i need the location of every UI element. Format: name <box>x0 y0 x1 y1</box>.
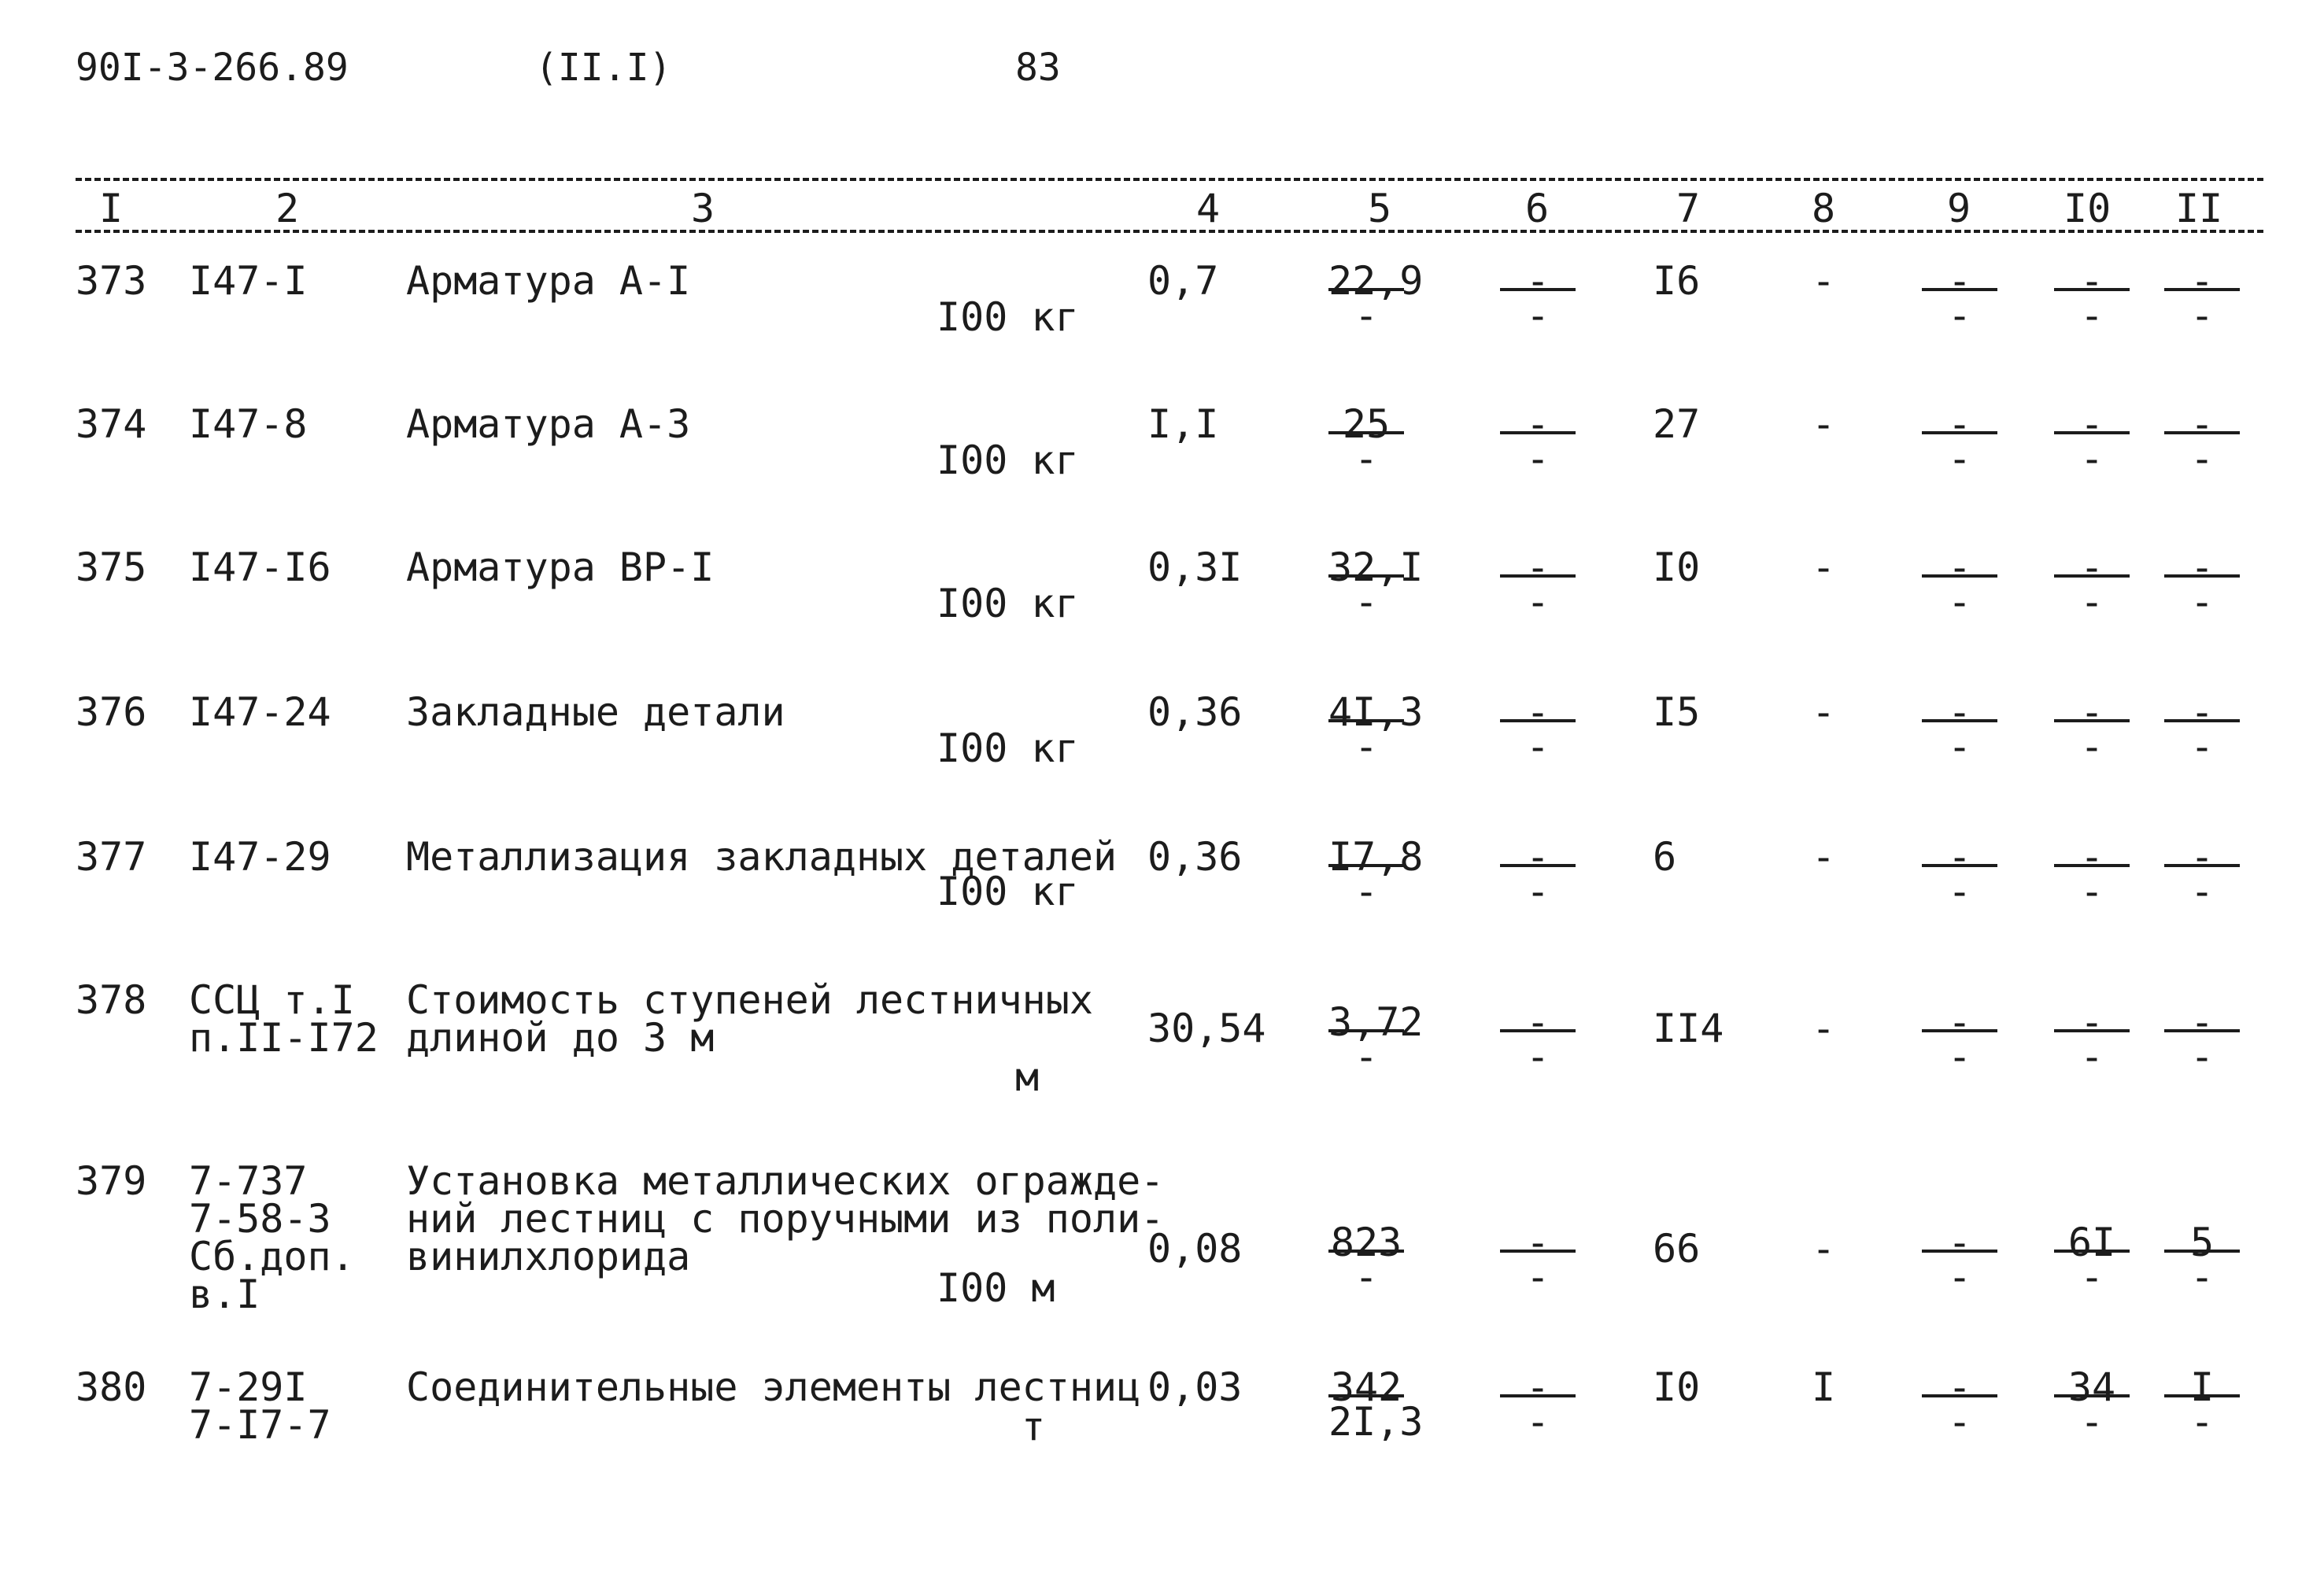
col5-value-denominator: - <box>1354 436 1379 482</box>
col5-value-fraction-bar <box>1328 1029 1404 1032</box>
col5-value-numerator: 32,I <box>1328 545 1424 590</box>
col6-value-fraction-bar <box>1500 574 1576 578</box>
col10-value-numerator: - <box>2079 258 2104 304</box>
col6-value-numerator: - <box>1525 258 1550 304</box>
col9-value-numerator: - <box>1947 999 1972 1045</box>
norm-code-line: I47-I <box>189 258 308 304</box>
work-name-line: Арматура А-3 <box>406 401 691 447</box>
col11-value <box>2164 1364 2240 1445</box>
col11-value-denominator: - <box>2189 293 2215 338</box>
col10-value <box>2054 1220 2130 1300</box>
col5-value-numerator: 4I,3 <box>1328 689 1424 735</box>
col9-value <box>1922 401 1997 482</box>
col6-value-numerator: - <box>1525 1364 1550 1410</box>
col11-value-denominator: - <box>2189 869 2215 914</box>
col10-value-numerator: - <box>2079 689 2104 735</box>
col11-value-fraction-bar <box>2164 1250 2240 1253</box>
col11-value-fraction-bar <box>2164 288 2240 291</box>
col11-value-numerator: I <box>2189 1364 2215 1410</box>
header-rule-top <box>76 178 2263 181</box>
col11-value-denominator: - <box>2189 579 2215 625</box>
unit-of-measure: I00 м <box>937 1265 1055 1311</box>
col9-value-numerator: - <box>1947 258 1972 304</box>
quantity: 0,36 <box>1147 834 1243 880</box>
col7-value: II4 <box>1653 1006 1724 1051</box>
col9-value <box>1922 258 1997 338</box>
col-header-5: 5 <box>1368 186 1392 231</box>
quantity: 0,08 <box>1147 1226 1243 1272</box>
col9-value <box>1922 1364 1997 1445</box>
col6-value <box>1500 834 1576 914</box>
quantity: I,I <box>1147 401 1219 447</box>
col7-value: I5 <box>1653 689 1701 735</box>
col5-value-denominator: - <box>1354 724 1379 770</box>
col11-value-fraction-bar <box>2164 864 2240 867</box>
col11-value-numerator: - <box>2189 999 2215 1045</box>
unit-of-measure: I00 кг <box>937 437 1079 483</box>
norm-code-line: I47-I6 <box>189 545 331 590</box>
col7-value: 66 <box>1653 1226 1701 1272</box>
col9-value-fraction-bar <box>1922 719 1997 722</box>
col10-value-denominator: - <box>2079 869 2104 914</box>
col11-value-numerator: 5 <box>2189 1220 2215 1265</box>
norm-code-line: п.II-I72 <box>189 1015 379 1061</box>
col6-value-denominator: - <box>1525 436 1550 482</box>
col5-value-denominator: - <box>1354 1254 1379 1300</box>
col11-value <box>2164 1220 2240 1300</box>
norm-code-line: 7-I7-7 <box>189 1402 331 1448</box>
quantity: 0,36 <box>1147 689 1243 735</box>
col11-value-fraction-bar <box>2164 1029 2240 1032</box>
col8-value: - <box>1812 689 1836 735</box>
col10-value <box>2054 834 2130 914</box>
unit-of-measure: I00 кг <box>937 294 1079 340</box>
col-header-10: I0 <box>2064 186 2112 231</box>
col11-value <box>2164 401 2240 482</box>
col8-value: - <box>1812 834 1836 880</box>
col6-value-denominator: - <box>1525 1034 1550 1080</box>
col10-value-denominator: - <box>2079 293 2104 338</box>
col7-value: I0 <box>1653 545 1701 590</box>
norm-code-line: ССЦ т.I <box>189 977 355 1023</box>
col9-value-fraction-bar <box>1922 1250 1997 1253</box>
quantity: 0,7 <box>1147 258 1219 304</box>
col9-value <box>1922 545 1997 625</box>
row-number: 377 <box>76 834 147 880</box>
col5-value-numerator: 342 <box>1330 1364 1402 1410</box>
col10-value-numerator: - <box>2079 834 2104 880</box>
norm-code-line: I47-29 <box>189 834 331 880</box>
col5-value <box>1328 545 1424 625</box>
col5-value-fraction-bar <box>1328 719 1404 722</box>
norm-code-line: I47-8 <box>189 401 308 447</box>
col-header-4: 4 <box>1196 186 1221 231</box>
col10-value-numerator: - <box>2079 999 2104 1045</box>
col5-value-denominator: 2I,3 <box>1328 1399 1424 1445</box>
col10-value-denominator: - <box>2079 1399 2104 1445</box>
col7-value: I6 <box>1653 258 1701 304</box>
col11-value <box>2164 834 2240 914</box>
col8-value: - <box>1812 545 1836 590</box>
col9-value-denominator: - <box>1947 579 1972 625</box>
col11-value-denominator: - <box>2189 1399 2215 1445</box>
work-name-line: длиной до 3 м <box>406 1015 715 1061</box>
col5-value-denominator: - <box>1354 293 1379 338</box>
col10-value <box>2054 689 2130 770</box>
col10-value <box>2054 999 2130 1080</box>
col9-value-numerator: - <box>1947 689 1972 735</box>
col7-value: 6 <box>1653 834 1677 880</box>
col6-value <box>1500 545 1576 625</box>
col6-value-denominator: - <box>1525 1254 1550 1300</box>
col5-value <box>1328 999 1424 1080</box>
col6-value <box>1500 401 1576 482</box>
row-number: 375 <box>76 545 147 590</box>
col5-value <box>1328 834 1424 914</box>
col6-value-fraction-bar <box>1500 719 1576 722</box>
col5-value <box>1328 258 1424 338</box>
col11-value-numerator: - <box>2189 258 2215 304</box>
col11-value-denominator: - <box>2189 724 2215 770</box>
col6-value-numerator: - <box>1525 689 1550 735</box>
col11-value <box>2164 689 2240 770</box>
col5-value <box>1328 1364 1424 1445</box>
col5-value-fraction-bar <box>1328 431 1404 434</box>
row-number: 378 <box>76 977 147 1023</box>
col10-value-fraction-bar <box>2054 1250 2130 1253</box>
col6-value-denominator: - <box>1525 293 1550 338</box>
col6-value <box>1500 999 1576 1080</box>
col9-value <box>1922 1220 1997 1300</box>
col11-value <box>2164 545 2240 625</box>
col6-value <box>1500 1220 1576 1300</box>
col9-value-denominator: - <box>1947 869 1972 914</box>
norm-code-line: 7-737 <box>189 1158 308 1204</box>
col8-value: - <box>1812 258 1836 304</box>
col9-value-numerator: - <box>1947 1364 1972 1410</box>
row-number: 376 <box>76 689 147 735</box>
col6-value <box>1500 689 1576 770</box>
col5-value-numerator: 25 <box>1342 401 1391 447</box>
col9-value-fraction-bar <box>1922 1029 1997 1032</box>
col11-value-denominator: - <box>2189 1254 2215 1300</box>
work-name-line: ний лестниц с поручными из поли- <box>406 1196 1165 1242</box>
col-header-6: 6 <box>1525 186 1550 231</box>
col5-value <box>1328 401 1404 482</box>
row-number: 380 <box>76 1364 147 1410</box>
col10-value-fraction-bar <box>2054 864 2130 867</box>
col10-value-fraction-bar <box>2054 1394 2130 1397</box>
col9-value-numerator: - <box>1947 545 1972 590</box>
col-header-11: II <box>2175 186 2223 231</box>
quantity: 0,3I <box>1147 545 1243 590</box>
col6-value <box>1500 1364 1576 1445</box>
col10-value-fraction-bar <box>2054 1029 2130 1032</box>
col5-value-denominator: - <box>1354 579 1379 625</box>
norm-code-line: I47-24 <box>189 689 331 735</box>
col6-value-numerator: - <box>1525 401 1550 447</box>
row-number: 374 <box>76 401 147 447</box>
col6-value-fraction-bar <box>1500 431 1576 434</box>
col9-value <box>1922 834 1997 914</box>
col11-value-fraction-bar <box>2164 574 2240 578</box>
col6-value-denominator: - <box>1525 869 1550 914</box>
col6-value-numerator: - <box>1525 834 1550 880</box>
section-number: (II.I) <box>535 46 672 90</box>
col6-value-fraction-bar <box>1500 1394 1576 1397</box>
col11-value <box>2164 258 2240 338</box>
work-name-line: Установка металлических огражде- <box>406 1158 1165 1204</box>
col10-value-numerator: 34 <box>2067 1364 2116 1410</box>
col5-value-fraction-bar <box>1328 1394 1404 1397</box>
col9-value-denominator: - <box>1947 293 1972 338</box>
col5-value-numerator: 22,9 <box>1328 258 1424 304</box>
col5-value-numerator: I7,8 <box>1328 834 1424 880</box>
col10-value-numerator: 6I <box>2067 1220 2116 1265</box>
col11-value-denominator: - <box>2189 1034 2215 1080</box>
norm-code-line: Сб.доп. <box>189 1234 355 1279</box>
col10-value-denominator: - <box>2079 1254 2104 1300</box>
unit-of-measure: I00 кг <box>937 725 1079 771</box>
col9-value-denominator: - <box>1947 1034 1972 1080</box>
quantity: 30,54 <box>1147 1006 1266 1051</box>
quantity: 0,03 <box>1147 1364 1243 1410</box>
col11-value-numerator: - <box>2189 401 2215 447</box>
col-header-9: 9 <box>1947 186 1971 231</box>
col6-value <box>1500 258 1576 338</box>
col10-value <box>2054 401 2130 482</box>
col10-value <box>2054 1364 2130 1445</box>
col10-value-denominator: - <box>2079 579 2104 625</box>
col10-value-denominator: - <box>2079 436 2104 482</box>
col5-value-denominator: - <box>1354 869 1379 914</box>
unit-of-measure: I00 кг <box>937 581 1079 626</box>
col-header-1: I <box>99 186 124 231</box>
norm-code-line: 7-58-3 <box>189 1196 331 1242</box>
col9-value-denominator: - <box>1947 1399 1972 1445</box>
col9-value-denominator: - <box>1947 1254 1972 1300</box>
col6-value-numerator: - <box>1525 545 1550 590</box>
work-name-line: Закладные детали <box>406 689 785 735</box>
col5-value-fraction-bar <box>1328 864 1404 867</box>
col5-value <box>1328 1220 1404 1300</box>
document-code: 90I-3-266.89 <box>76 46 349 90</box>
col5-value-fraction-bar <box>1328 1250 1404 1253</box>
work-name-line: винилхлорида <box>406 1234 691 1279</box>
col7-value: I0 <box>1653 1364 1701 1410</box>
col11-value <box>2164 999 2240 1080</box>
row-number: 379 <box>76 1158 147 1204</box>
col6-value-fraction-bar <box>1500 1250 1576 1253</box>
col10-value <box>2054 545 2130 625</box>
col10-value-fraction-bar <box>2054 431 2130 434</box>
col-header-2: 2 <box>275 186 300 231</box>
col11-value-fraction-bar <box>2164 719 2240 722</box>
col5-value <box>1328 689 1424 770</box>
col9-value-fraction-bar <box>1922 288 1997 291</box>
col9-value-numerator: - <box>1947 834 1972 880</box>
col10-value-fraction-bar <box>2054 288 2130 291</box>
header-rule-bottom <box>76 230 2263 233</box>
col6-value-denominator: - <box>1525 1399 1550 1445</box>
col9-value-numerator: - <box>1947 1220 1972 1265</box>
col-header-8: 8 <box>1812 186 1836 231</box>
row-number: 373 <box>76 258 147 304</box>
col5-value-fraction-bar <box>1328 574 1404 578</box>
col5-value-numerator: 823 <box>1330 1220 1402 1265</box>
col9-value <box>1922 689 1997 770</box>
col9-value-numerator: - <box>1947 401 1972 447</box>
work-name-line: Металлизация закладных деталей <box>406 834 1118 880</box>
col10-value-fraction-bar <box>2054 719 2130 722</box>
col6-value-denominator: - <box>1525 724 1550 770</box>
col6-value-numerator: - <box>1525 999 1550 1045</box>
col10-value-numerator: - <box>2079 401 2104 447</box>
unit-of-measure: I00 кг <box>937 869 1079 914</box>
col11-value-denominator: - <box>2189 436 2215 482</box>
col9-value-denominator: - <box>1947 724 1972 770</box>
norm-code-line: в.I <box>189 1272 260 1317</box>
col9-value-fraction-bar <box>1922 574 1997 578</box>
norm-code-line: 7-29I <box>189 1364 308 1410</box>
work-name-line: Соединительные элементы лестниц <box>406 1364 1141 1410</box>
col11-value-fraction-bar <box>2164 1394 2240 1397</box>
col10-value-denominator: - <box>2079 1034 2104 1080</box>
col10-value <box>2054 258 2130 338</box>
col7-value: 27 <box>1653 401 1701 447</box>
col8-value: - <box>1812 1226 1836 1272</box>
col10-value-fraction-bar <box>2054 574 2130 578</box>
col11-value-fraction-bar <box>2164 431 2240 434</box>
work-name-line: Стоимость ступеней лестничных <box>406 977 1093 1023</box>
unit-of-measure: т <box>1022 1404 1046 1449</box>
col9-value <box>1922 999 1997 1080</box>
work-name-line: Арматура ВР-I <box>406 545 715 590</box>
col8-value: I <box>1812 1364 1836 1410</box>
col6-value-fraction-bar <box>1500 1029 1576 1032</box>
col8-value: - <box>1812 1006 1836 1051</box>
page-number: 83 <box>1015 46 1061 90</box>
col11-value-numerator: - <box>2189 545 2215 590</box>
col6-value-fraction-bar <box>1500 864 1576 867</box>
col10-value-denominator: - <box>2079 724 2104 770</box>
col5-value-numerator: 3,72 <box>1328 999 1424 1045</box>
col6-value-fraction-bar <box>1500 288 1576 291</box>
col-header-3: 3 <box>691 186 715 231</box>
col-header-7: 7 <box>1676 186 1701 231</box>
col9-value-fraction-bar <box>1922 431 1997 434</box>
col8-value: - <box>1812 401 1836 447</box>
col6-value-numerator: - <box>1525 1220 1550 1265</box>
col9-value-fraction-bar <box>1922 864 1997 867</box>
col6-value-denominator: - <box>1525 579 1550 625</box>
col5-value-denominator: - <box>1354 1034 1379 1080</box>
col11-value-numerator: - <box>2189 689 2215 735</box>
work-name-line: Арматура А-I <box>406 258 691 304</box>
col10-value-numerator: - <box>2079 545 2104 590</box>
col9-value-fraction-bar <box>1922 1394 1997 1397</box>
col11-value-numerator: - <box>2189 834 2215 880</box>
col5-value-fraction-bar <box>1328 288 1404 291</box>
unit-of-measure: м <box>1015 1054 1040 1100</box>
col9-value-denominator: - <box>1947 436 1972 482</box>
